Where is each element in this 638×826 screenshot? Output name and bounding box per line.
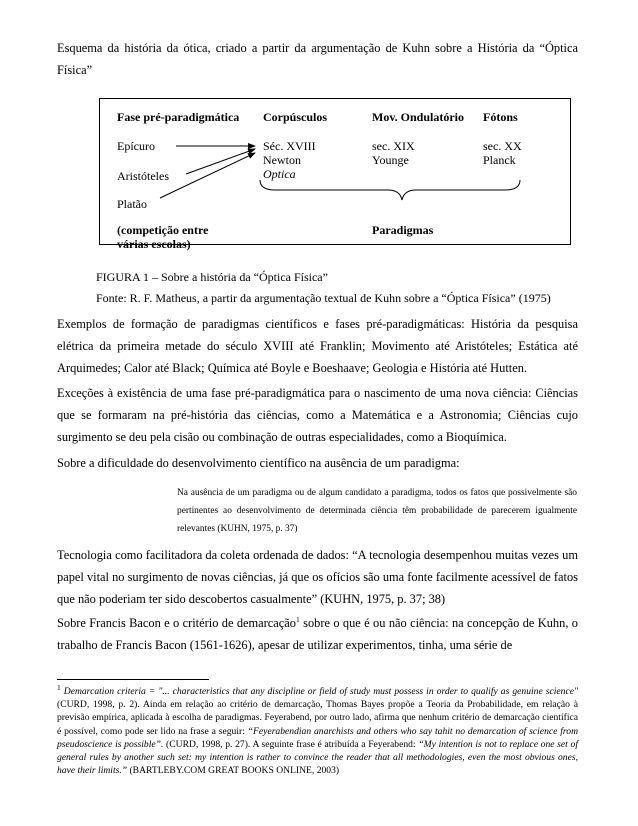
footnote-text-2: (CURD, 1998, p. 27). A seguinte frase é atribuída a Feyerabend:: [163, 738, 419, 750]
item-aristoteles: Aristóteles: [117, 169, 169, 183]
corpuscles-newton: Newton: [263, 153, 301, 167]
footnote-text-3: (BARTLEBY.COM GREAT BOOKS ONLINE, 2003): [127, 765, 340, 777]
bacon-text-end: sobre o que é ou não ciência: na concepção de Kuhn, o trabalho de Francis Bacon (1561-1626), apesar de utilizar experimentos, tinha, uma série de: [57, 616, 578, 652]
corpuscles-century: Séc. XVIII: [263, 139, 316, 153]
arrow-aristoteles: [186, 149, 255, 174]
footnote-1: [57, 682, 578, 777]
footnote-text-1: (CURD, 1998, p. 2). Ainda em relação ao critério de demarcação, Thomas Bayes propõe a Teoria da Probabilidade, em relação à previsão empírica, aplicada à escolha de paradigmas. Feyerabend, por outro lado, afirma que nenhum critério de demarcação científica é possível, como pode ser lido na frase a seguir:: [57, 699, 578, 737]
paragraph-technology: Tecnologia como facilitadora da coleta ordenada de dados: “A tecnologia desempenhou muitas vezes um papel vital no surgimento de novas ciências, já que os ofícios são uma fonte facilmente acessível de fatos que não poderiam ter sido descobertos casualmente” (KUHN, 1975, p. 37; 38): [57, 548, 578, 606]
figure-caption: FIGURA 1 – Sobre a história da “Óptica Física”: [96, 270, 328, 284]
arrow-platao: [160, 153, 255, 198]
photons-century: sec. XX: [483, 139, 522, 153]
photons-planck: Planck: [483, 153, 516, 167]
paradigms-label: Paradigmas: [372, 223, 434, 237]
paradigms-brace: [260, 180, 520, 200]
footnote-reference[interactable]: 1: [296, 614, 300, 624]
kuhn-quote: Na ausência de um paradigma ou de algum candidato a paradigma, todos os fatos que possivelmente são pertinentes ao desenvolvimento de determinada ciência têm probabilidade de parecerem igualmente relevantes (KUHN, 1975, p. 37): [177, 488, 577, 534]
header-wave-motion: Mov. Ondulatório: [372, 110, 465, 124]
intro-line-2: Física”: [57, 63, 93, 77]
header-photons: Fótons: [483, 110, 518, 124]
footnote-italic-2: “Feyerabendian anarchists and others who say tahit no demarcation of science from pseudoscience is possible”.: [57, 725, 578, 750]
header-corpuscles: Corpúsculos: [263, 110, 328, 124]
intro-line-1: Esquema da história da ótica, criado a partir da argumentação de Kuhn sobre a História da “Óptica: [57, 41, 578, 55]
wave-century: sec. XIX: [372, 139, 415, 153]
item-platao: Platão: [117, 197, 147, 211]
footnote-divider: [57, 679, 209, 680]
wave-younge: Younge: [372, 153, 409, 167]
item-epicuro: Epícuro: [117, 139, 155, 153]
footnote-italic-3: “My intention is not to replace one set of general rules by another such set: my intention is rather to convince the reader that all methodologies, even the most obvious ones, have their limits.”: [57, 738, 578, 777]
competition-line-1: (competição entre: [117, 223, 209, 237]
paragraph-bacon: [57, 612, 578, 656]
bacon-text-start: Sobre Francis Bacon e o critério de demarcação: [57, 616, 296, 630]
footnote-italic-1: Demarcation criteria = "... characteristics that any discipline or field of study must possess in order to qualify as genuine science": [60, 686, 578, 697]
paragraph-difficulty: Sobre a dificuldade do desenvolvimento científico na ausência de um paradigma:: [57, 456, 460, 470]
header-pre-paradigm: Fase pré-paradigmática: [117, 110, 240, 124]
paragraph-paradigm-examples: Exemplos de formação de paradigmas científicos e fases pré-paradigmáticas: História da pesquisa elétrica da primeira metade do século XVIII até Franklin; Movimento até Aristóteles; Estática até Arquimedes; Calor até Black; Química até Boyle e Boeshaave; Geologia e História até Hutten.: [57, 317, 578, 375]
figure-source: Fonte: R. F. Matheus, a partir da argumentação textual de Kuhn sobre a “Óptica Física” (1975): [96, 291, 551, 305]
competition-line-2: várias escolas): [117, 237, 191, 251]
corpuscles-optica: Optica: [263, 167, 296, 181]
footnote-mark: 1: [57, 682, 61, 692]
paragraph-exceptions: Exceções à existência de uma fase pré-paradigmática para o nascimento de uma nova ciência: Ciências que se formaram na pré-história das ciências, como a Matemática e a Astronomia; Ciências cujo surgimento se deu pela cisão ou combinação de outras especialidades, como a Bioquímica.: [57, 386, 578, 444]
